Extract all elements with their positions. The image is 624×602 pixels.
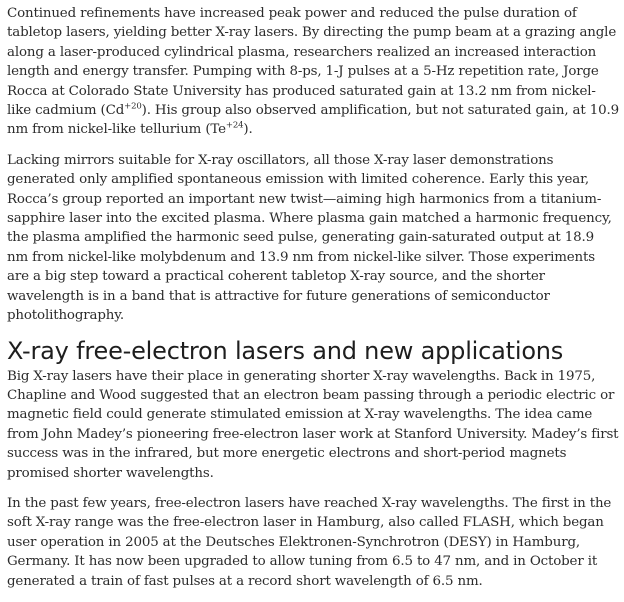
- paragraph-big-xray-lasers: Big X-ray lasers have their place in generating shorter X-ray wavelengths. Back in 1975, Chapline and Wood suggested that an electron beam passing through a periodic electric or magnetic field could generate stimulated emission at X-ray wavelengths. The idea came from John Madey’s pioneering free-electron laser work at Stanford University. Madey’s first success was in the infrared, but more energetic electrons and short-period magnets promised shorter wavelengths.: [7, 368, 619, 481]
- article-body: [7, 4, 619, 602]
- paragraph-free-electron-lasers: In the past few years, free-electron lasers have reached X-ray wavelengths. The first in the soft X-ray range was the free-electron laser in Hamburg, also called FLASH, which began user operation in 2005 at the Deutsches Elektronen-Synchrotron (DESY) in Hamburg, Germany. It has now been upgraded to allow tuning from 6.5 to 47 nm, and in October it generated a train of fast pulses at a record short wavelength of 6.5 nm.: [7, 495, 612, 589]
- cadmium-charge-superscript: +20: [124, 101, 142, 112]
- paragraph-tabletop-lasers: [7, 4, 619, 140]
- paragraph-text: ).: [243, 122, 253, 138]
- paragraph-text: Continued refinements have increased peak power and reduced the pulse duration of tabletop lasers, yielding better X-ray lasers. By directing the pump beam at a grazing angle along a laser-produced cylindrical plasma, researchers realized an increased interaction length and energy transfer. Pumping with 8-ps, 1-J pulses at a 5-Hz repetition rate, Jorge Rocca at Colorado State University has produced saturated gain at 13.2 nm from nickel-like cadmium (Cd: [7, 6, 617, 119]
- section-heading: X-ray free-electron lasers and new applications: [7, 336, 564, 365]
- tellurium-charge-superscript: +24: [225, 120, 244, 131]
- paragraph-text: ). His group also observed amplification, but not saturated gain, at 10.9 nm from nickel-like tellurium (Te: [7, 103, 619, 138]
- paragraph-coherence: Lacking mirrors suitable for X-ray oscillators, all those X-ray laser demonstrations generated only amplified spontaneous emission with limited coherence. Early this year, Rocca’s group reported an important new twist—aiming high harmonics from a titanium-sapphire laser into the excited plasma. Where plasma gain matched a harmonic frequency, the plasma amplified the harmonic seed pulse, generating gain-saturated output at 18.9 nm from nickel-like molybdenum and 13.9 nm from nickel-like silver. Those experiments are a big step toward a practical coherent tabletop X-ray source, and the shorter wavelength is in a band that is attractive for future generations of semiconductor photolithography.: [7, 152, 612, 324]
